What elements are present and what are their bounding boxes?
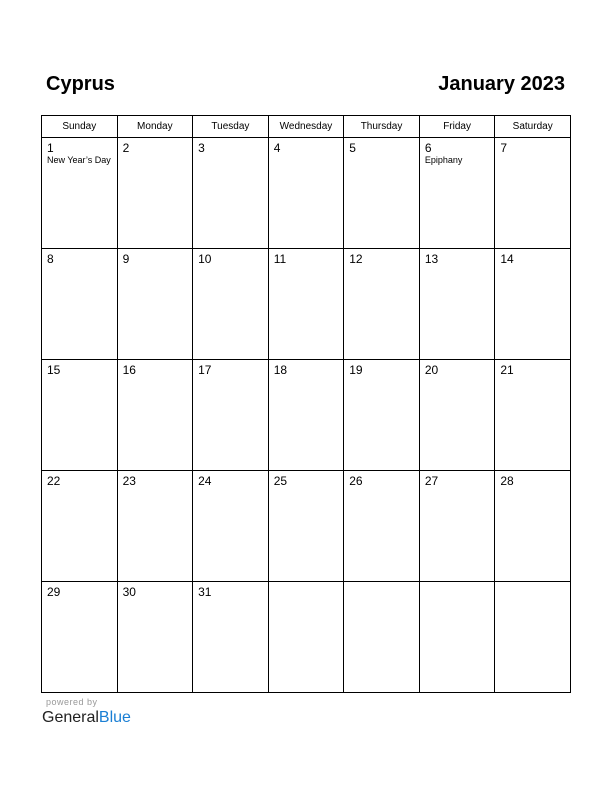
- calendar-week-row: [42, 360, 571, 471]
- calendar-day-cell: [268, 249, 344, 360]
- day-number: 9: [122, 252, 130, 266]
- calendar-day-cell: [419, 582, 495, 693]
- calendar-day-cell: [42, 360, 118, 471]
- calendar-week-row: [42, 582, 571, 693]
- day-number: 12: [349, 252, 363, 266]
- calendar-day-cell: [193, 582, 269, 693]
- generalblue-logo: [42, 709, 131, 727]
- calendar-day-cell: [344, 249, 420, 360]
- day-number: 16: [122, 363, 136, 377]
- calendar-day-cell: [495, 582, 571, 693]
- day-number: 22: [47, 474, 61, 488]
- day-number: 21: [500, 363, 514, 377]
- weekday-tuesday: Tuesday: [193, 116, 269, 138]
- month-year-title: January 2023: [438, 73, 565, 95]
- weekday-wednesday: Wednesday: [268, 116, 344, 138]
- day-number: 3: [198, 141, 205, 155]
- calendar-day-cell: [117, 582, 193, 693]
- calendar-day-cell: [268, 360, 344, 471]
- calendar-day-cell: [419, 471, 495, 582]
- weekday-friday: Friday: [419, 116, 495, 138]
- day-number: 8: [47, 252, 54, 266]
- day-number: 13: [424, 252, 439, 266]
- calendar-day-cell: [42, 249, 118, 360]
- calendar-day-cell: [193, 360, 269, 471]
- day-number: 31: [198, 585, 212, 599]
- calendar-week-row: [42, 138, 571, 249]
- day-number: 2: [122, 141, 130, 155]
- brand-blue-text: Blue: [98, 709, 131, 726]
- weekday-monday: Monday: [117, 116, 193, 138]
- calendar-day-cell: [495, 360, 571, 471]
- calendar-week-row: [42, 249, 571, 360]
- day-number: 26: [349, 474, 363, 488]
- day-number: 19: [349, 363, 363, 377]
- day-number: 10: [198, 252, 212, 266]
- calendar-day-cell: [42, 138, 118, 249]
- day-number: 24: [198, 474, 212, 488]
- calendar-day-cell: [117, 138, 193, 249]
- powered-by-label: powered by: [46, 697, 98, 707]
- day-number: 11: [273, 252, 287, 266]
- day-number: 14: [500, 252, 514, 266]
- calendar-day-cell: [268, 582, 344, 693]
- calendar-day-cell: [117, 471, 193, 582]
- weekday-saturday: Saturday: [495, 116, 571, 138]
- weekday-thursday: Thursday: [344, 116, 420, 138]
- day-number: 17: [198, 363, 212, 377]
- holiday-label: New Year’s Day: [47, 155, 111, 165]
- day-number: 6: [424, 141, 432, 155]
- day-number: 29: [47, 585, 61, 599]
- day-number: 15: [47, 363, 61, 377]
- calendar-day-cell: [193, 249, 269, 360]
- calendar-week-row: [42, 471, 571, 582]
- country-title: Cyprus: [46, 73, 115, 95]
- calendar-day-cell: [419, 138, 495, 249]
- weekday-header-row: [42, 116, 571, 138]
- calendar-day-cell: [268, 138, 344, 249]
- calendar-body: [42, 138, 571, 693]
- calendar-day-cell: [117, 249, 193, 360]
- calendar-day-cell: [117, 360, 193, 471]
- calendar-day-cell: [495, 249, 571, 360]
- weekday-sunday: Sunday: [42, 116, 118, 138]
- calendar-day-cell: [419, 249, 495, 360]
- day-number: 5: [349, 141, 356, 155]
- day-number: 27: [424, 474, 439, 488]
- calendar-day-cell: [495, 138, 571, 249]
- day-number: 30: [122, 585, 136, 599]
- calendar-grid: [41, 115, 571, 693]
- calendar-day-cell: [268, 471, 344, 582]
- day-number: 20: [424, 363, 439, 377]
- calendar-day-cell: [344, 471, 420, 582]
- calendar-day-cell: [419, 360, 495, 471]
- calendar-day-cell: [344, 138, 420, 249]
- calendar-day-cell: [344, 582, 420, 693]
- day-number: 23: [122, 474, 136, 488]
- day-number: [495, 582, 570, 585]
- day-number: 4: [273, 141, 281, 155]
- calendar-day-cell: [193, 138, 269, 249]
- day-number: 28: [500, 474, 514, 488]
- calendar-day-cell: [42, 471, 118, 582]
- brand-general-text: General: [42, 709, 99, 726]
- day-number: 7: [500, 141, 508, 155]
- day-number: 1: [47, 141, 54, 155]
- day-number: [344, 582, 419, 585]
- calendar-day-cell: [42, 582, 118, 693]
- day-number: 18: [273, 363, 288, 377]
- calendar-day-cell: [193, 471, 269, 582]
- calendar-day-cell: [495, 471, 571, 582]
- day-number: 25: [273, 474, 288, 488]
- holiday-label: Epiphany: [424, 155, 463, 165]
- day-number: [420, 582, 495, 585]
- calendar-day-cell: [344, 360, 420, 471]
- day-number: [269, 582, 344, 585]
